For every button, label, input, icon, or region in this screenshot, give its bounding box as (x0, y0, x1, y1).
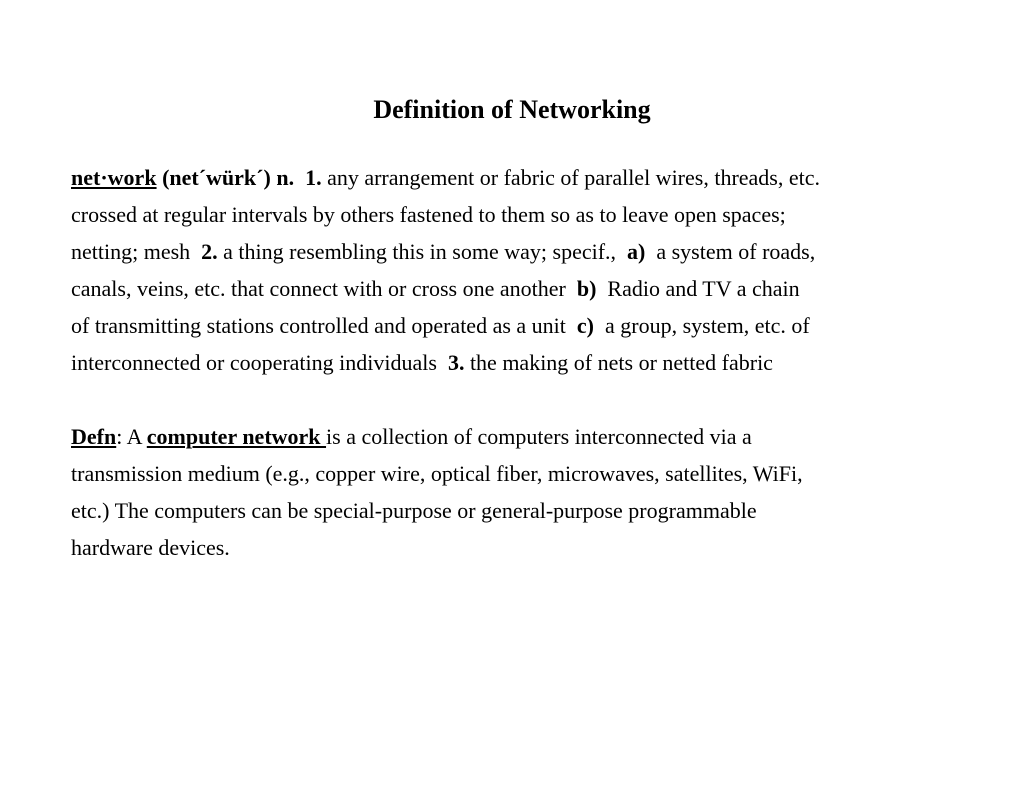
defn-text-1: is a collection of computers interconnected via a (326, 424, 752, 449)
sense-3-number: 3. (447, 350, 465, 375)
sense-1-number: 1. (305, 165, 322, 190)
sub-sense-c-text: a group, system, etc. of (604, 313, 810, 338)
body-text (71, 159, 971, 566)
definition-line-6: interconnected or cooperating individuals (71, 350, 437, 375)
part-of-speech: n. (276, 165, 295, 190)
defn-line-2: transmission medium (e.g., copper wire, optical fiber, microwaves, satellites, WiFi, (71, 461, 803, 486)
pronunciation: (net´würk´) (162, 165, 271, 190)
paragraph-gap (71, 381, 971, 418)
sub-sense-c-label: c) (576, 313, 594, 338)
defn-colon: : A (116, 424, 142, 449)
sense-1-text: any arrangement or fabric of parallel wires, threads, etc. (327, 165, 821, 190)
defn-line-3: etc.) The computers can be special-purpose or general-purpose programmable (71, 498, 757, 523)
sub-sense-a-text: a system of roads, (656, 239, 816, 264)
definition-line-2: crossed at regular intervals by others fastened to them so as to leave open spaces; (71, 202, 786, 227)
headword: net·work (71, 165, 157, 190)
dictionary-definition (71, 159, 971, 381)
defn-line-4: hardware devices. (71, 535, 230, 560)
sense-2-number: 2. (201, 239, 218, 264)
definition-line-4: canals, veins, etc. that connect with or cross one another (71, 276, 566, 301)
sense-2-text: a thing resembling this in some way; specif., (223, 239, 617, 264)
sub-sense-b-text: Radio and TV a chain (607, 276, 800, 301)
definition-line-5: of transmitting stations controlled and operated as a unit (71, 313, 566, 338)
computer-network-definition (71, 418, 971, 566)
defn-label: Defn (71, 424, 117, 449)
sub-sense-b-label: b) (576, 276, 597, 301)
sense-3-text: the making of nets or netted fabric (469, 350, 773, 375)
sub-sense-a-label: a) (627, 239, 646, 264)
page-title: Definition of Networking (373, 95, 651, 124)
defn-term: computer network (146, 424, 327, 449)
definition-line-3: netting; mesh (71, 239, 191, 264)
